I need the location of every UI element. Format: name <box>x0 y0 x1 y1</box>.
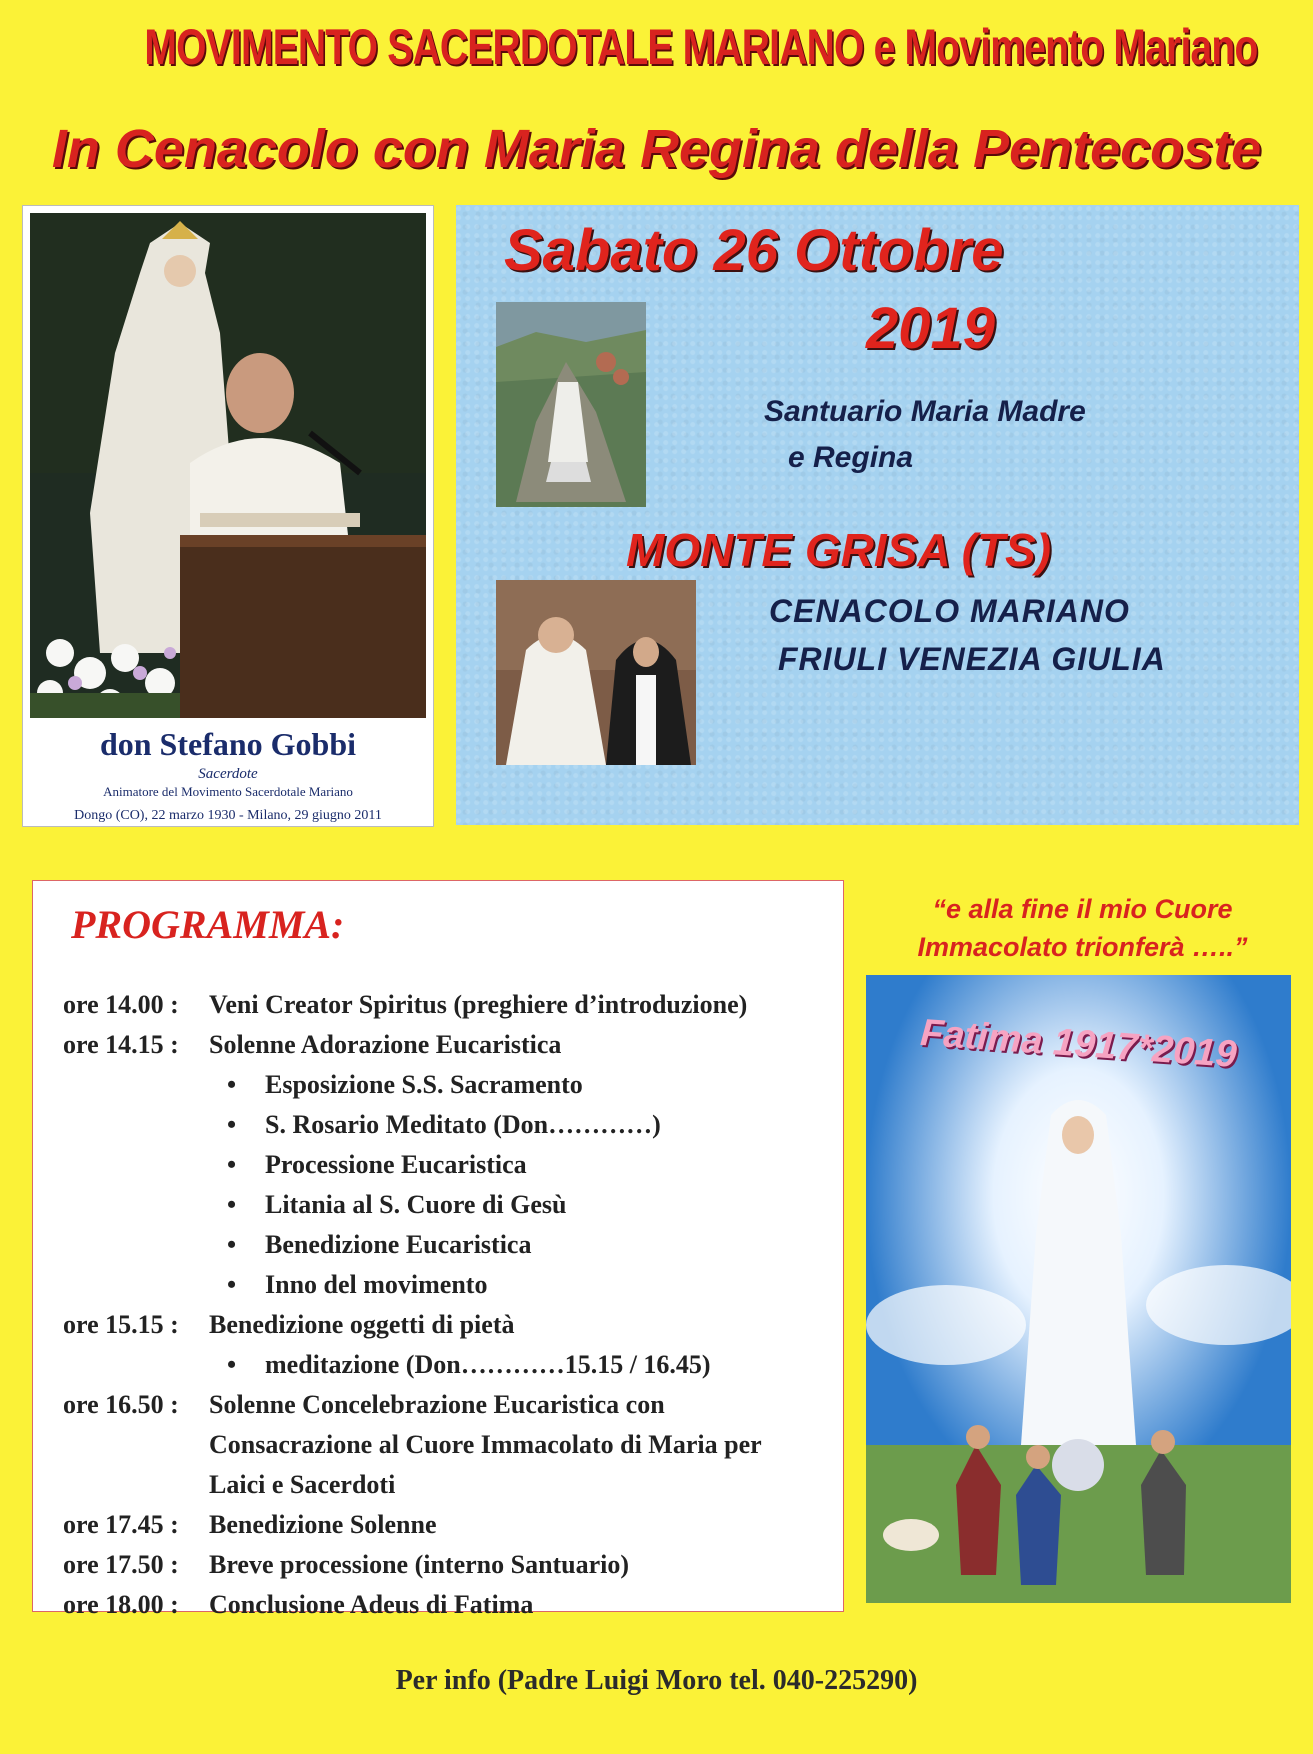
subtitle: In Cenacolo con Maria Regina della Pentecoste <box>51 119 1262 179</box>
gobbi-name: don Stefano Gobbi <box>99 726 357 762</box>
program-time: ore 15.15 : <box>63 1310 179 1339</box>
program-line <box>63 1145 843 1185</box>
program-line <box>63 1065 843 1105</box>
program-time: ore 14.15 : <box>63 1030 179 1059</box>
program-text: Laici e Sacerdoti <box>209 1470 396 1499</box>
program-line <box>63 1305 843 1345</box>
event-year: 2019 <box>866 296 996 361</box>
sanctuary-name: Santuario Maria Madre <box>764 395 1086 428</box>
bullet-icon: • <box>227 1070 237 1099</box>
program-text: Esposizione S.S. Sacramento <box>265 1070 583 1099</box>
program-line <box>63 1225 843 1265</box>
program-text: Benedizione Eucaristica <box>265 1230 532 1259</box>
program-line <box>63 1185 843 1225</box>
program-text: meditazione (Don…………15.15 / 16.45) <box>265 1350 711 1379</box>
program-line <box>63 1105 843 1145</box>
program-text: Conclusione Adeus di Fatima <box>209 1590 534 1619</box>
info-footer: Per info (Padre Luigi Moro tel. 040-225290) <box>395 1665 918 1696</box>
program-list <box>63 985 843 1625</box>
program-time: ore 17.45 : <box>63 1510 179 1539</box>
program-line <box>63 1585 843 1625</box>
gobbi-photo-card <box>22 205 434 827</box>
quote-line-1: “e alla fine il mio Cuore <box>932 894 1233 924</box>
gobbi-animator: Animatore del Movimento Sacerdotale Mariano <box>103 784 353 799</box>
program-text: Benedizione Solenne <box>209 1510 437 1539</box>
bullet-icon: • <box>227 1270 237 1299</box>
fatima-caption: Fatima 1917*2019 <box>919 1011 1239 1077</box>
gobbi-role: Sacerdote <box>198 766 258 782</box>
main-title: MOVIMENTO SACERDOTALE MARIANO e Movimento Mariano <box>144 19 1258 75</box>
program-line <box>63 1505 843 1545</box>
program-line <box>63 1025 843 1065</box>
event-place: MONTE GRISA (TS) <box>626 524 1052 576</box>
program-text: Solenne Concelebrazione Eucaristica con <box>209 1390 665 1419</box>
bullet-icon: • <box>227 1190 237 1219</box>
bullet-icon: • <box>227 1110 237 1139</box>
bullet-icon: • <box>227 1350 237 1379</box>
program-text: Benedizione oggetti di pietà <box>209 1310 515 1339</box>
program-time: ore 17.50 : <box>63 1550 179 1579</box>
program-line <box>63 1425 843 1465</box>
gobbi-photo <box>30 213 426 718</box>
bullet-icon: • <box>227 1150 237 1179</box>
quote <box>852 890 1313 966</box>
program-line <box>63 1345 843 1385</box>
program-line <box>63 1545 843 1585</box>
program-text: Consacrazione al Cuore Immacolato di Maria per <box>209 1430 762 1459</box>
program-text: Inno del movimento <box>265 1270 488 1299</box>
program-text: S. Rosario Meditato (Don…………) <box>265 1110 661 1139</box>
event-panel <box>456 205 1299 825</box>
program-box <box>32 880 844 1619</box>
sanctuary-name-2: e Regina <box>788 441 914 474</box>
pope-photo <box>496 580 696 765</box>
program-text: Litania al S. Cuore di Gesù <box>265 1190 567 1219</box>
fatima-apparition-image <box>866 975 1291 1603</box>
program-time: ore 18.00 : <box>63 1590 179 1619</box>
quote-line-2: Immacolato trionferà …..” <box>917 932 1248 962</box>
program-text: Solenne Adorazione Eucaristica <box>209 1030 562 1059</box>
bullet-icon: • <box>227 1230 237 1259</box>
program-line <box>63 1385 843 1425</box>
event-date: Sabato 26 Ottobre <box>504 218 1004 283</box>
program-time: ore 16.50 : <box>63 1390 179 1419</box>
program-title: PROGRAMMA: <box>71 902 345 947</box>
cenacolo-region: FRIULI VENEZIA GIULIA <box>778 641 1166 677</box>
program-text: Veni Creator Spiritus (preghiere d’introduzione) <box>209 990 748 1019</box>
gobbi-dates: Dongo (CO), 22 marzo 1930 - Milano, 29 giugno 2011 <box>74 808 382 823</box>
sanctuary-aerial-photo <box>496 302 646 507</box>
program-time: ore 14.00 : <box>63 990 179 1019</box>
cenacolo-name: CENACOLO MARIANO <box>769 593 1130 629</box>
program-line <box>63 985 843 1025</box>
program-line <box>63 1265 843 1305</box>
program-text: Breve processione (interno Santuario) <box>209 1550 630 1579</box>
program-text: Processione Eucaristica <box>265 1150 527 1179</box>
program-line <box>63 1465 843 1505</box>
